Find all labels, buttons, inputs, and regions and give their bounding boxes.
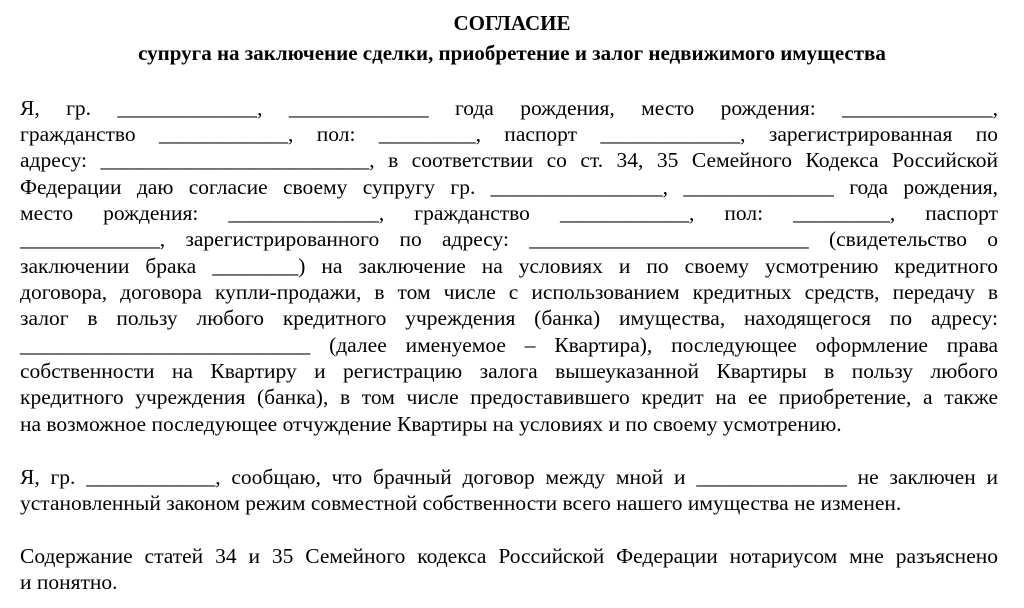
paragraph-line: собственности на Квартиру и регистрацию залога вышеуказанной Квартиры в пользу любого	[20, 359, 998, 383]
paragraph-line: договора, договора купли-продажи, в том числе с использованием кредитных средств, передачу в	[20, 280, 998, 304]
paragraph-line: ___________________________ (далее именуемое – Квартира), последующее оформление права	[20, 333, 998, 357]
paragraph-line: Я, гр. ____________, сообщаю, что брачный договор между мной и ______________ не заключен и	[20, 465, 998, 489]
paragraph-line: на возможное последующее отчуждение Квартиры на условиях и по своему усмотрению.	[20, 412, 842, 436]
paragraph-line: Федерации даю согласие своему супругу гр. ________________, ______________ года рождения,	[20, 175, 998, 199]
paragraph-line: Содержание статей 34 и 35 Семейного кодекса Российской Федерации нотариусом мне разъяснено	[20, 544, 998, 568]
paragraph-line: _____________, зарегистрированного по адресу: __________________________ (свидетельство о	[20, 227, 998, 251]
paragraph-line: адресу: _________________________, в соответствии со ст. 34, 35 Семейного Кодекса Российской	[20, 148, 998, 172]
paragraph-line: гражданство ____________, пол: _________, паспорт _____________, зарегистрированная по	[20, 122, 998, 146]
paragraph-line: заключении брака ________) на заключение на условиях и по своему усмотрению кредитного	[20, 254, 998, 278]
paragraph-line: кредитного учреждения (банка), в том числе предоставившего кредит на ее приобретение, а также	[20, 385, 998, 409]
paragraph-line: и понятно.	[20, 570, 118, 594]
paragraph-line: залог в пользу любого кредитного учреждения (банка) имущества, находящегося по адресу:	[20, 306, 998, 330]
paragraph-line: Я, гр. _____________, _____________ года рождения, место рождения: ______________,	[20, 96, 998, 120]
document-subtitle: супруга на заключение сделки, приобретение и залог недвижимого имущества	[138, 41, 886, 65]
document-title: СОГЛАСИЕ	[453, 11, 571, 35]
paragraph-line: место рождения: ______________, гражданство ____________, пол: _________, паспорт	[20, 201, 998, 225]
paragraph-line: установленный законом режим совместной собственности всего нашего имущества не изменен.	[20, 491, 902, 515]
